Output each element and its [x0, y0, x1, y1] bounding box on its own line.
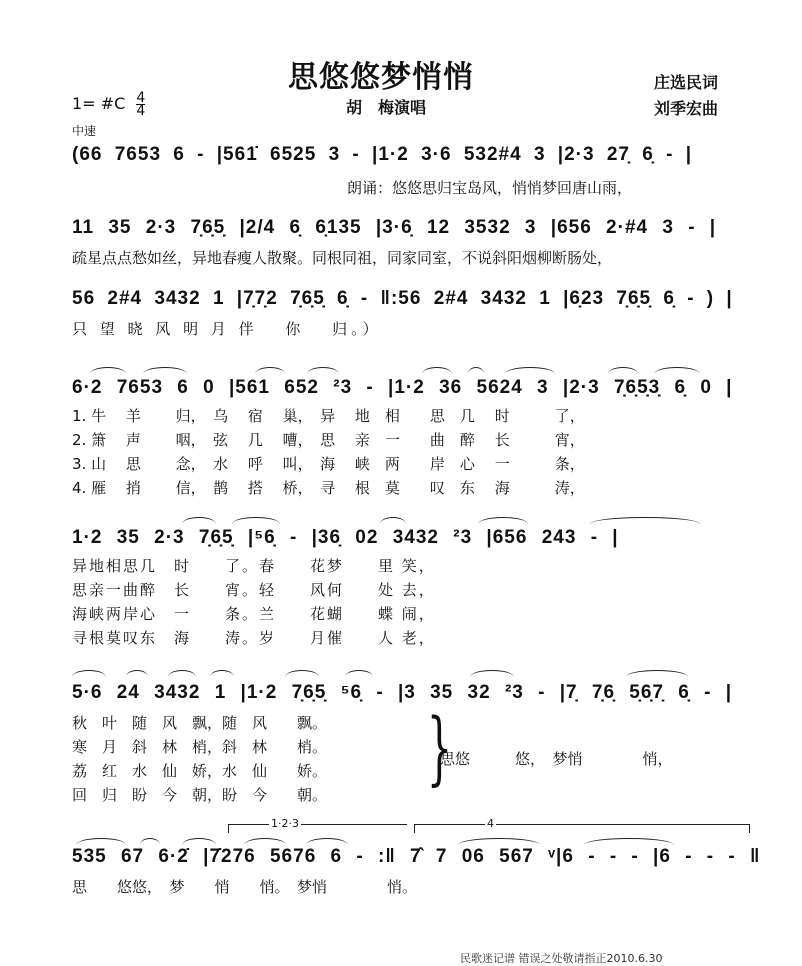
score-line-4	[0, 365, 802, 505]
slur	[210, 670, 234, 677]
slur	[168, 670, 196, 677]
key-signature	[72, 92, 145, 117]
slur	[380, 517, 406, 524]
lyric-line: 只 望 晓 风 明 月 伴 你 归。）	[72, 320, 382, 338]
verse-1-lyric: 异地相思几 时 了。春 花梦 里 笑，	[72, 557, 436, 575]
slur	[285, 670, 319, 677]
verse-3-lyric: 荔 红 水 仙 娇，水 仙 娇。	[72, 762, 328, 780]
verse-4-lyric: 4. 雁 捎 信， 鹊 搭 桥， 寻 根 莫 叹 东 海 涛，	[72, 479, 585, 497]
slur	[470, 670, 514, 677]
verse-2-lyric: 寒 月 斜 林 梢，斜 林 梢。	[72, 738, 328, 756]
volta-1-label: 1·2·3	[271, 817, 299, 830]
lyric-line: 疏星点点愁如丝，异地春瘦人散聚。同根同祖，同家同室，不说斜阳烟柳断肠处，	[72, 249, 613, 267]
slur	[458, 838, 540, 845]
slur	[72, 670, 106, 677]
slur	[182, 517, 216, 524]
time-sig-denominator: 4	[136, 103, 146, 119]
slur	[468, 367, 484, 374]
score-line-1	[0, 140, 802, 200]
slur	[626, 670, 688, 677]
slur	[143, 367, 187, 374]
lyricist-credit: 庄选民词	[654, 73, 719, 92]
score-line-3	[0, 288, 802, 348]
notation-line: (66 7653 6 - |561̇ 6525 3 - |1·2 3·6 532#4 3 |2·3 27̣ 6̣ - |	[72, 144, 693, 165]
refrain-lyric: 思悠 悠， 梦悄 悄，	[440, 750, 673, 768]
time-sig-numerator: 4	[136, 90, 146, 106]
slur	[505, 367, 555, 374]
verse-3-lyric: 海峡两岸心 一 条。兰 花蝴 蝶 闹，	[72, 605, 436, 623]
slur	[608, 367, 638, 374]
lyric-line: 朗诵：悠悠思归宝岛风，悄悄梦回唐山雨，	[347, 179, 633, 197]
score-line-2	[0, 213, 802, 283]
verse-4-lyric: 回 归 盼 今 朝，盼 今 朝。	[72, 786, 328, 804]
slur	[654, 367, 700, 374]
slur	[232, 517, 280, 524]
notation-line: 56 2#4 3432 1 |7̣7̣2 7̣6̣5̣ 6̣ - ‖:56 2#4 3432 1 |6̣23 7̣6̣5̣ 6̣ - ) |	[72, 288, 733, 309]
volta-2-label: 4	[487, 817, 494, 830]
score-line-5	[0, 515, 802, 655]
notation-line: 6·2 7653 6 0 |561 652 ²3 - |1·2 36 5624 3 |2·3 7̣6̣5̣3̣ 6̣ 0 |	[72, 377, 733, 398]
verse-2-lyric: 思亲一曲醉 长 宵。轻 风何 处 去，	[72, 581, 436, 599]
notation-line: 535 67 6·2̇ |7̇276 5676 6 - :‖ 7̂ 7 06 567 ᵛ|6 - - - |6 - - - ‖	[72, 846, 761, 867]
time-signature	[136, 92, 145, 117]
slur	[255, 367, 285, 374]
slur	[345, 670, 373, 677]
verse-4-lyric: 寻根莫叹东 海 涛。岁 月催 人 老，	[72, 629, 436, 647]
tempo-marking: 中速	[72, 124, 97, 138]
slur	[76, 838, 126, 845]
slur	[422, 367, 452, 374]
slur	[590, 517, 700, 524]
slur	[182, 838, 216, 845]
slur	[90, 367, 126, 374]
slur	[126, 670, 148, 677]
composer-credit: 刘季宏曲	[654, 99, 719, 118]
score-line-6	[0, 668, 802, 808]
notation-line: 5·6 24 3432 1 |1·2 7̣6̣5̣ ⁵6̣ - |3 35 32 ²3 - |7̣ 7̣6̣ 5̣6̣7̣ 6̣ - |	[72, 682, 733, 703]
footer-note: 民歌迷记谱 错误之处敬请指正2010.6.30	[460, 952, 663, 965]
slur	[478, 517, 528, 524]
slur	[307, 367, 339, 374]
verse-brace: }	[426, 701, 453, 794]
singer-credit: 胡 梅演唱	[346, 98, 427, 117]
notation-line: 1·2 35 2·3 7̣6̣5̣ |⁵6̣ - |36̣ 02 3432 ²3 |656 243 - |	[72, 527, 619, 548]
volta-2	[414, 817, 750, 833]
key-label: 1= #C	[72, 94, 126, 113]
slur	[140, 838, 160, 845]
slur	[584, 838, 674, 845]
verse-3-lyric: 3. 山 思 念， 水 呼 叫， 海 峡 两 岸 心 一 条，	[72, 455, 585, 473]
verse-1-lyric: 1. 牛 羊 归， 乌 宿 巢， 异 地 相 思 几 时 了，	[72, 407, 585, 425]
verse-1-lyric: 秋 叶 随 风 飘，随 风 飘。	[72, 714, 328, 732]
lyric-line: 思 悠悠， 梦 悄 悄。 梦悄 悄。	[72, 878, 418, 896]
slur	[244, 838, 286, 845]
slur	[306, 838, 348, 845]
notation-line: 11 35 2·3 7̣6̣5̣ |2/4 6̣ 6̣135 |3·6̣ 12 3532 3 |656 2·#4 3 - |	[72, 217, 717, 238]
song-title: 思悠悠梦悄悄	[288, 60, 474, 95]
volta-1	[228, 817, 407, 833]
verse-2-lyric: 2. 箫 声 咽， 弦 几 嘈， 思 亲 一 曲 醉 长 宵，	[72, 431, 585, 449]
score-line-7	[0, 818, 802, 898]
